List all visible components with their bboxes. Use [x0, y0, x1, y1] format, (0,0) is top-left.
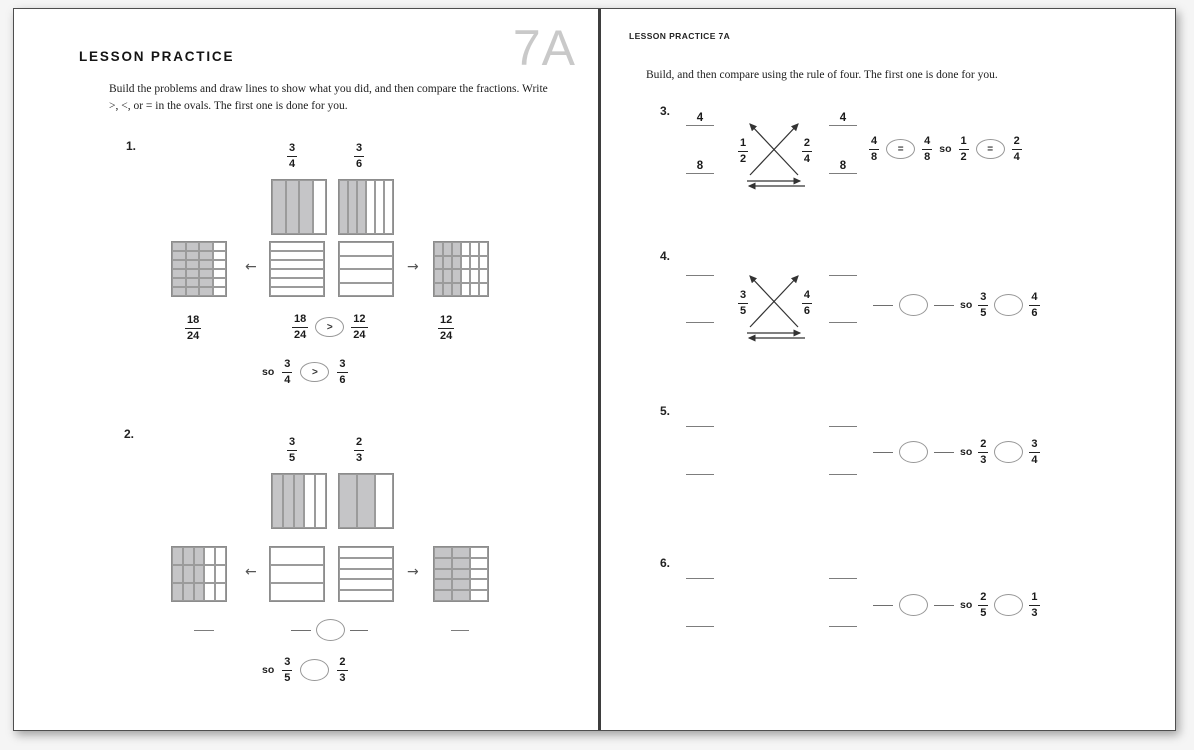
fraction: $\frac{3}{4}$ — [1031, 438, 1038, 466]
comparison-oval — [899, 441, 928, 463]
answer-blank — [934, 452, 954, 453]
fraction-grid — [269, 546, 325, 602]
problem-number: 5. — [660, 404, 671, 418]
fraction: $\frac{2}{3}$ — [980, 438, 987, 466]
comparison-row — [873, 591, 1040, 619]
answer-blank — [686, 605, 714, 627]
problem-number: 2. — [124, 427, 135, 441]
fraction: $\frac{18}{24}$ — [187, 314, 200, 342]
fraction-grid — [433, 241, 489, 297]
fraction: $\frac{2}{4}$ — [1013, 135, 1020, 163]
fraction: $\frac{1}{2}$ — [960, 135, 967, 163]
fraction: $\frac{3}{4}$ — [289, 142, 296, 170]
comparison-oval: = — [886, 139, 915, 159]
answer-blank — [873, 605, 893, 606]
answer-blank — [829, 152, 857, 174]
answer-blank — [829, 254, 857, 276]
so-label: so — [960, 446, 973, 459]
answer-blank — [829, 104, 857, 126]
fraction: $\frac{1}{3}$ — [1031, 591, 1038, 619]
answer-blank — [451, 609, 469, 631]
page-left — [14, 9, 598, 730]
fraction: $\frac{12}{24}$ — [353, 313, 366, 341]
cross-multiply-diagram — [737, 117, 813, 191]
document-spread — [13, 8, 1176, 731]
so-label: so — [262, 366, 275, 379]
left-arrow-icon: ← — [245, 564, 257, 580]
so-label: so — [960, 299, 973, 312]
fraction: $\frac{4}{6}$ — [803, 289, 810, 317]
so-comparison-row — [262, 358, 348, 386]
left-arrow-icon: ← — [245, 259, 257, 275]
lesson-title: LESSON PRACTICE — [79, 49, 235, 64]
fraction: $\frac{3}{6}$ — [356, 142, 363, 170]
so-comparison-row — [262, 656, 348, 684]
comparison-row — [292, 313, 368, 341]
answer-blank — [194, 609, 214, 631]
blank-value: 4 — [696, 112, 704, 124]
fraction-grid — [271, 473, 327, 529]
fraction: $\frac{3}{5}$ — [289, 436, 296, 464]
fraction-grid — [338, 179, 394, 235]
comparison-oval: > — [315, 317, 344, 337]
comparison-oval — [994, 294, 1023, 316]
fraction: $\frac{3}{4}$ — [284, 358, 291, 386]
problem-number: 4. — [660, 249, 671, 263]
comparison-row — [869, 135, 1022, 163]
fraction: $\frac{4}{8}$ — [924, 135, 931, 163]
comparison-row — [291, 619, 368, 641]
comparison-oval — [300, 659, 329, 681]
instructions: Build, and then compare using the rule of four. The first one is done for you. — [646, 69, 998, 81]
fraction: $\frac{12}{24}$ — [440, 314, 453, 342]
answer-blank — [873, 452, 893, 453]
answer-blank — [829, 453, 857, 475]
comparison-oval — [899, 294, 928, 316]
page-code: 7A — [512, 20, 576, 76]
blank-value: 8 — [696, 160, 704, 172]
problem-number: 6. — [660, 556, 671, 570]
answer-blank — [829, 405, 857, 427]
fraction-grid — [338, 241, 394, 297]
problem-number: 1. — [126, 139, 137, 153]
fraction: $\frac{4}{8}$ — [871, 135, 878, 163]
fraction: $\frac{18}{24}$ — [294, 313, 307, 341]
running-header: LESSON PRACTICE 7A — [629, 31, 731, 41]
answer-blank — [291, 630, 311, 631]
right-arrow-icon: → — [407, 564, 419, 580]
fraction-grid — [433, 546, 489, 602]
fraction: $\frac{2}{4}$ — [803, 137, 810, 165]
so-label: so — [262, 664, 275, 677]
answer-blank — [686, 557, 714, 579]
answer-blank — [350, 630, 368, 631]
comparison-oval: = — [976, 139, 1005, 159]
fraction: $\frac{2}{3}$ — [339, 656, 346, 684]
fraction: $\frac{3}{5}$ — [980, 291, 987, 319]
answer-blank — [934, 605, 954, 606]
fraction-grid — [338, 473, 394, 529]
answer-blank — [686, 405, 714, 427]
fraction-grid — [171, 241, 227, 297]
instructions: Build the problems and draw lines to show what you did, and then compare the fractions. Write >, <, or = in the ovals. The first one is done for you. — [109, 83, 548, 113]
answer-blank — [686, 152, 714, 174]
answer-blank — [686, 301, 714, 323]
so-label: so — [960, 599, 973, 612]
fraction: $\frac{3}{5}$ — [740, 289, 747, 317]
fraction: $\frac{3}{5}$ — [284, 656, 291, 684]
comparison-oval — [994, 441, 1023, 463]
blank-value: 4 — [839, 112, 847, 124]
comparison-oval — [994, 594, 1023, 616]
answer-blank — [829, 557, 857, 579]
answer-blank — [829, 301, 857, 323]
comparison-oval — [899, 594, 928, 616]
cross-multiply-diagram — [737, 269, 813, 343]
comparison-row — [873, 291, 1040, 319]
fraction-grid — [269, 241, 325, 297]
blank-value: 8 — [839, 160, 847, 172]
answer-blank — [934, 305, 954, 306]
right-arrow-icon: → — [407, 259, 419, 275]
problem-number: 3. — [660, 104, 671, 118]
comparison-oval — [316, 619, 345, 641]
comparison-oval: > — [300, 362, 329, 382]
comparison-row — [873, 438, 1040, 466]
fraction-grid — [171, 546, 227, 602]
fraction: $\frac{4}{6}$ — [1031, 291, 1038, 319]
fraction: $\frac{3}{6}$ — [339, 358, 346, 386]
answer-blank — [686, 453, 714, 475]
fraction-grid — [271, 179, 327, 235]
fraction-grid — [338, 546, 394, 602]
answer-blank — [873, 305, 893, 306]
fraction: $\frac{2}{5}$ — [980, 591, 987, 619]
answer-blank — [686, 104, 714, 126]
answer-blank — [686, 254, 714, 276]
fraction: $\frac{2}{3}$ — [356, 436, 363, 464]
so-label: so — [939, 143, 952, 156]
fraction: $\frac{1}{2}$ — [740, 137, 747, 165]
answer-blank — [829, 605, 857, 627]
page-right — [601, 9, 1175, 730]
